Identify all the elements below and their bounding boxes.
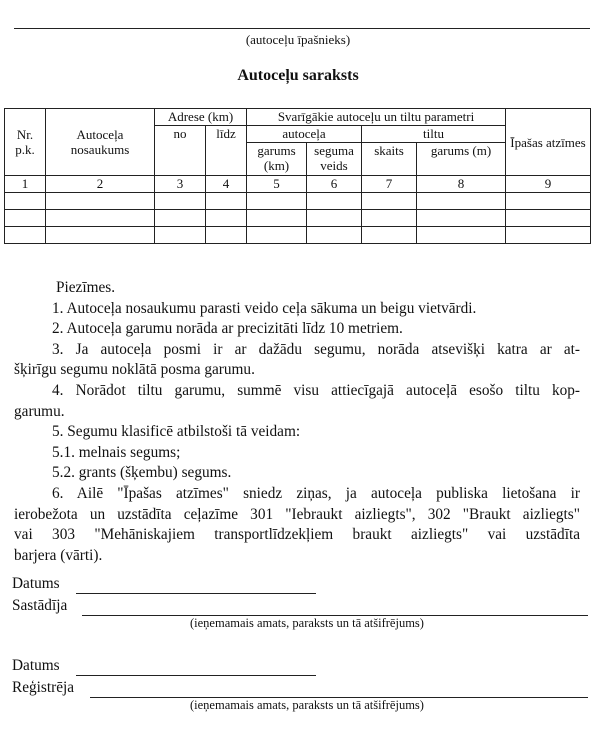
header-to: līdz (206, 126, 247, 176)
note-item: 3. Ja autoceļa posmi ir ar dažādu segumu, norāda atsevišķi katra ar at- (52, 340, 580, 358)
note-item: ierobežota un uzstādīta ceļazīme 301 "Iebraukt aizliegts", 302 "Braukt aizliegts" (14, 505, 580, 523)
column-number: 2 (46, 176, 155, 193)
table-cell[interactable] (417, 227, 506, 244)
header-bridges: tiltu (362, 126, 506, 143)
header-address: Adrese (km) (155, 109, 247, 126)
column-number: 1 (5, 176, 46, 193)
table-cell[interactable] (206, 227, 247, 244)
compiled-label: Sastādīja (12, 597, 68, 614)
header-road-name: Autoceļa nosaukums (46, 109, 155, 176)
table-cell[interactable] (5, 227, 46, 244)
table-cell[interactable] (155, 210, 206, 227)
table-cell[interactable] (155, 193, 206, 210)
column-number: 5 (247, 176, 307, 193)
column-number: 8 (417, 176, 506, 193)
table-row (5, 210, 591, 227)
header-parameters: Svarīgākie autoceļu un tiltu parametri (247, 109, 506, 126)
table-cell[interactable] (247, 193, 307, 210)
column-number: 4 (206, 176, 247, 193)
owner-caption: (autoceļu īpašnieks) (245, 32, 351, 47)
table-cell[interactable] (307, 210, 362, 227)
date-label: Datums (12, 657, 60, 674)
column-number: 9 (506, 176, 591, 193)
note-item: 5.1. melnais segums; (52, 443, 181, 461)
table-cell[interactable] (46, 210, 155, 227)
table-cell[interactable] (506, 227, 591, 244)
table-cell[interactable] (506, 210, 591, 227)
table-cell[interactable] (206, 193, 247, 210)
notes-section (14, 278, 580, 566)
note-item: šķirīgu segumu noklātā posma garumu. (14, 361, 255, 379)
table-cell[interactable] (5, 193, 46, 210)
table-cell[interactable] (206, 210, 247, 227)
table-cell[interactable] (362, 193, 417, 210)
registered-caption: (ieņemamais amats, paraksts un tā atšifrējums) (190, 698, 424, 712)
table-cell[interactable] (5, 210, 46, 227)
table-cell[interactable] (362, 210, 417, 227)
note-item: 6. Ailē "Īpašas atzīmes" sniedz ziņas, ja autoceļa publiska lietošana ir (52, 484, 580, 502)
page-title: Autoceļu saraksts (237, 67, 359, 84)
header-surface-type: seguma veids (307, 143, 362, 176)
header-length-km: garums (km) (247, 143, 307, 176)
column-number: 3 (155, 176, 206, 193)
column-number-row (5, 176, 591, 193)
header-length-m: garums (m) (417, 143, 506, 176)
table-cell[interactable] (247, 210, 307, 227)
table-cell[interactable] (417, 210, 506, 227)
date-field[interactable] (76, 675, 316, 676)
note-item: 4. Norādot tiltu garumu, summē visu attiecīgajā autoceļā esošo tiltu kop- (52, 381, 580, 399)
note-item: vai 303 "Mehāniskajiem transportlīdzekļiem braukt aizliegts" vai uzstādīta (14, 526, 580, 544)
date-field[interactable] (76, 593, 316, 594)
table-cell[interactable] (362, 227, 417, 244)
note-item: 2. Autoceļa garumu norāda ar precizitāti līdz 10 metriem. (52, 320, 403, 338)
table-cell[interactable] (247, 227, 307, 244)
owner-line (14, 28, 590, 29)
header-road: autoceļa (247, 126, 362, 143)
notes-heading: Piezīmes. (56, 279, 116, 296)
table-row (5, 193, 591, 210)
table-cell[interactable] (307, 227, 362, 244)
column-number: 7 (362, 176, 417, 193)
note-item: 1. Autoceļa nosaukumu parasti veido ceļa sākuma un beigu vietvārdi. (52, 299, 477, 317)
header-from: no (155, 126, 206, 176)
header-special-notes: Īpašas atzīmes (506, 109, 591, 176)
table-cell[interactable] (307, 193, 362, 210)
registered-label: Reģistrēja (12, 679, 75, 696)
note-item: 5.2. grants (šķembu) segums. (52, 464, 232, 482)
table-cell[interactable] (417, 193, 506, 210)
table-cell[interactable] (46, 227, 155, 244)
note-item: garumu. (14, 402, 65, 420)
note-item: barjera (vārti). (14, 546, 103, 564)
header-nr: Nr. p.k. (5, 109, 46, 176)
header-bridge-count: skaits (362, 143, 417, 176)
note-item: 5. Segumu klasificē atbilstoši tā veidam: (52, 423, 301, 441)
table-row (5, 227, 591, 244)
road-list-table (4, 108, 591, 244)
table-cell[interactable] (46, 193, 155, 210)
table-cell[interactable] (155, 227, 206, 244)
table-cell[interactable] (506, 193, 591, 210)
column-number: 6 (307, 176, 362, 193)
compiled-caption: (ieņemamais amats, paraksts un tā atšifrējums) (190, 616, 424, 630)
date-label: Datums (12, 575, 60, 592)
